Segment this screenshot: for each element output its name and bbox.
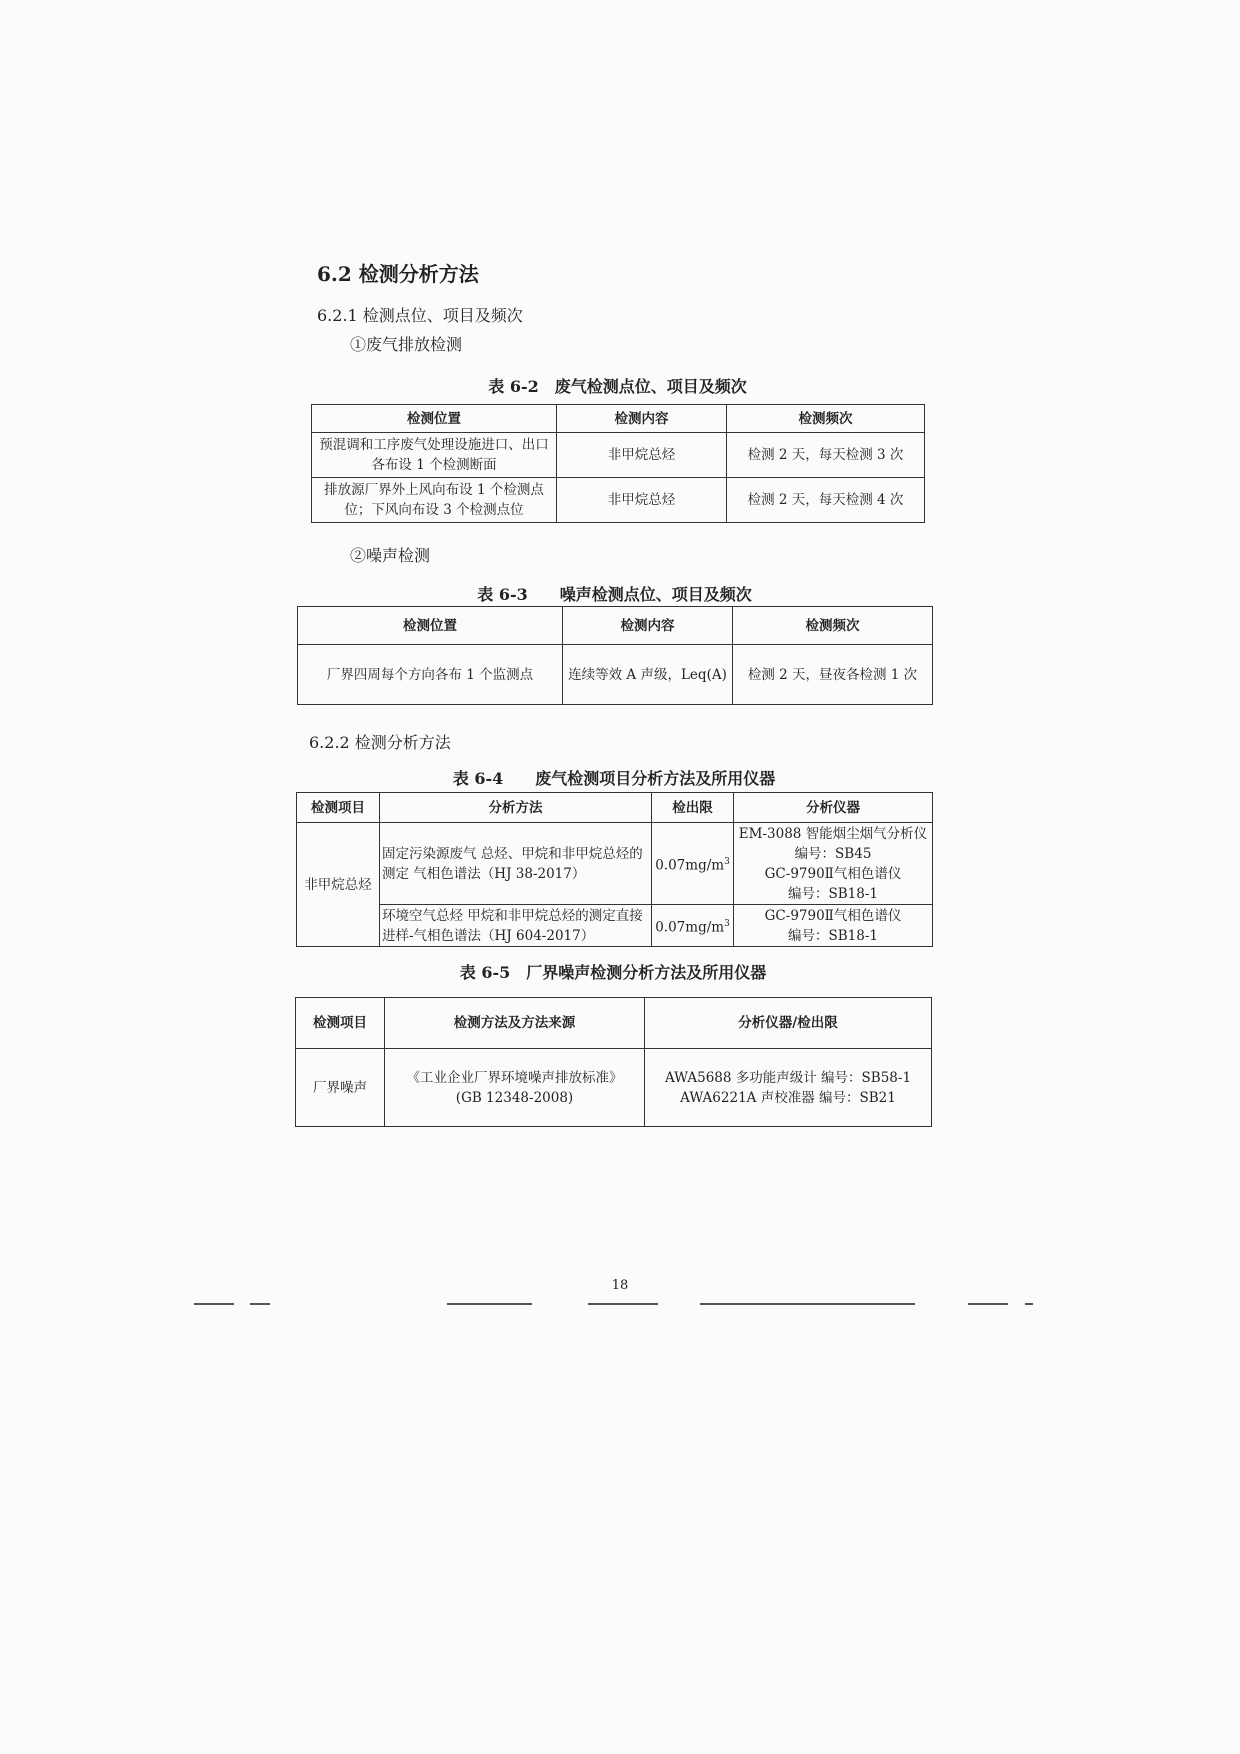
table-header: 检出限 bbox=[652, 793, 734, 823]
table-6-2-caption: 表 6-2 废气检测点位、项目及频次 bbox=[488, 377, 747, 396]
table-6-4-caption: 表 6-4 废气检测项目分析方法及所用仪器 bbox=[452, 769, 776, 788]
table-cell: 检测 2 天，每天检测 3 次 bbox=[727, 433, 925, 478]
table-cell bbox=[652, 905, 734, 947]
table-cell: 厂界四周每个方向各布 1 个监测点 bbox=[298, 645, 563, 705]
instrument-line: AWA6221A 声校准器 编号：SB21 bbox=[680, 1089, 896, 1106]
table-6-5-caption: 表 6-5 厂界噪声检测分析方法及所用仪器 bbox=[459, 963, 767, 982]
table-cell bbox=[385, 1049, 645, 1127]
table-header: 检测位置 bbox=[298, 607, 563, 645]
subsection-heading-621: 6.2.1 检测点位、项目及频次 bbox=[317, 306, 523, 325]
detection-limit-exponent: 3 bbox=[724, 856, 730, 867]
table-cell: 检测 2 天，昼夜各检测 1 次 bbox=[733, 645, 933, 705]
footer-rule bbox=[588, 1303, 658, 1305]
item-exhaust-gas: ①废气排放检测 bbox=[350, 335, 463, 354]
detection-limit: 0.07mg/m bbox=[655, 857, 725, 874]
detection-limit-exponent: 3 bbox=[724, 918, 730, 929]
table-header: 检测位置 bbox=[312, 405, 557, 433]
footer-rule bbox=[968, 1303, 1008, 1305]
table-header: 分析方法 bbox=[380, 793, 652, 823]
table-row bbox=[312, 433, 925, 478]
table-cell bbox=[734, 823, 933, 905]
footer-rule bbox=[700, 1303, 915, 1305]
table-header: 检测频次 bbox=[733, 607, 933, 645]
table-cell bbox=[645, 1049, 932, 1127]
table-6-3 bbox=[297, 606, 933, 705]
instrument-line: GC-9790Ⅱ气相色谱仪 bbox=[764, 907, 902, 924]
table-cell-item: 非甲烷总烃 bbox=[297, 823, 380, 947]
table-cell: 非甲烷总烃 bbox=[557, 433, 727, 478]
table-header: 检测项目 bbox=[296, 998, 385, 1049]
page-number: 18 bbox=[611, 1278, 629, 1293]
table-6-3-caption: 表 6-3 噪声检测点位、项目及频次 bbox=[477, 585, 752, 604]
instrument-line: 编号：SB18-1 bbox=[788, 927, 878, 944]
table-row bbox=[298, 645, 933, 705]
table-row bbox=[297, 823, 933, 905]
footer-rule bbox=[447, 1303, 532, 1305]
table-header: 检测项目 bbox=[297, 793, 380, 823]
table-cell: 环境空气总烃 甲烷和非甲烷总烃的测定直接进样-气相色谱法（HJ 604-2017） bbox=[380, 905, 652, 947]
instrument-line: EM-3088 智能烟尘烟气分析仪 bbox=[738, 825, 928, 842]
table-cell: 检测 2 天，每天检测 4 次 bbox=[727, 478, 925, 523]
table-header: 检测内容 bbox=[557, 405, 727, 433]
table-row bbox=[296, 1049, 932, 1127]
table-header: 分析仪器 bbox=[734, 793, 933, 823]
item-noise: ②噪声检测 bbox=[350, 546, 431, 565]
table-cell: 排放源厂界外上风向布设 1 个检测点位；下风向布设 3 个检测点位 bbox=[312, 478, 557, 523]
table-cell bbox=[652, 823, 734, 905]
footer-rule bbox=[1025, 1303, 1033, 1305]
table-header: 检测频次 bbox=[727, 405, 925, 433]
method-line: 《工业企业厂界环境噪声排放标准》 bbox=[406, 1069, 623, 1086]
table-header: 检测内容 bbox=[563, 607, 733, 645]
detection-limit: 0.07mg/m bbox=[655, 919, 725, 936]
table-6-5 bbox=[295, 997, 932, 1127]
table-cell: 固定污染源废气 总烃、甲烷和非甲烷总烃的测定 气相色谱法（HJ 38-2017） bbox=[380, 823, 652, 905]
table-header: 检测方法及方法来源 bbox=[385, 998, 645, 1049]
table-cell: 非甲烷总烃 bbox=[557, 478, 727, 523]
table-6-2 bbox=[311, 404, 925, 523]
table-cell: 厂界噪声 bbox=[296, 1049, 385, 1127]
table-cell bbox=[734, 905, 933, 947]
method-line: (GB 12348-2008) bbox=[455, 1089, 574, 1106]
instrument-line: 编号：SB18-1 bbox=[788, 885, 878, 902]
table-row bbox=[312, 478, 925, 523]
table-row bbox=[297, 905, 933, 947]
instrument-line: AWA5688 多功能声级计 编号：SB58-1 bbox=[664, 1069, 912, 1086]
subsection-heading-622: 6.2.2 检测分析方法 bbox=[309, 733, 451, 752]
table-cell: 连续等效 A 声级，Leq(A) bbox=[563, 645, 733, 705]
table-cell: 预混调和工序废气处理设施进口、出口各布设 1 个检测断面 bbox=[312, 433, 557, 478]
footer-rule bbox=[194, 1303, 234, 1305]
footer-rule bbox=[250, 1303, 270, 1305]
table-6-4 bbox=[296, 792, 933, 947]
table-header: 分析仪器/检出限 bbox=[645, 998, 932, 1049]
instrument-line: GC-9790Ⅱ气相色谱仪 bbox=[764, 865, 902, 882]
section-heading: 6.2 检测分析方法 bbox=[317, 262, 479, 286]
instrument-line: 编号：SB45 bbox=[794, 845, 872, 862]
